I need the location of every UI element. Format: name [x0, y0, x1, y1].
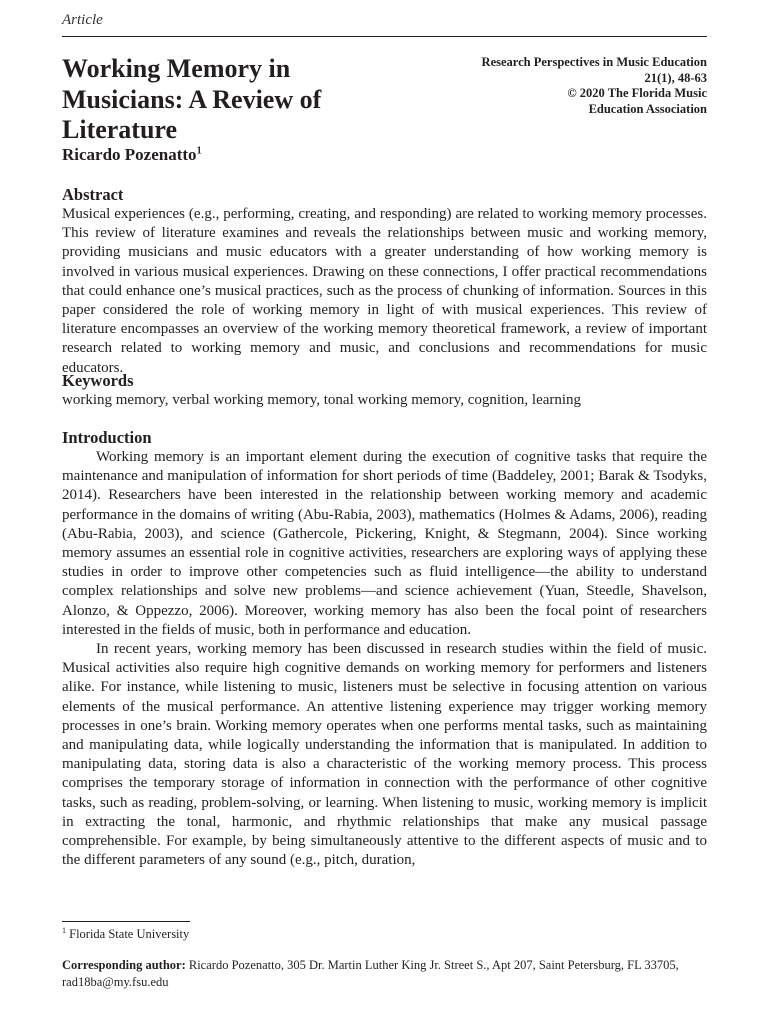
corresponding-label: Corresponding author:	[62, 958, 186, 972]
article-page	[62, 0, 707, 1024]
introduction-section	[62, 428, 707, 870]
footnote-mark: 1	[62, 926, 66, 935]
journal-copyright: © 2020 The Florida Music	[567, 86, 707, 100]
abstract-text: Musical experiences (e.g., performing, creating, and responding) are related to working memory processes. This review of literature examines and reveals the relationships between music and working memory, providing musicians and music educators with a greater understanding of how working memory is involved in various musical experiences. Drawing on these connections, I offer practical recommendations that could enhance one’s musical practices, such as the process of chunking of information. Sources in this paper considered the role of working memory in light of with musical experiences. This review of literature encompasses an overview of the working memory theoretical framework, a review of important research related to working memory and music, and conclusions and recommendations for music educators.	[62, 206, 707, 376]
introduction-heading: Introduction	[62, 428, 152, 447]
abstract-heading: Abstract	[62, 185, 124, 204]
introduction-paragraph: In recent years, working memory has been discussed in research studies within the field of music. Musical activities also require high cognitive demands on working memory for performers and listeners alike. For instance, while listening to music, listeners must be selective in focusing attention on various elements of the musical performance. An attentive listening experience may trigger working memory processes in one’s brain. Working memory operates when one performs mental tasks, such as maintaining and manipulating data, while logically understanding the information that is manipulated. In addition to manipulating data, storing data is also a characteristic of the working memory process. This process comprises the temporary storage of information in connection with the performance of other cognitive tasks, such as reading, problem-solving, or learning. When listening to music, working memory is implicit in extracting the tonal, harmonic, and rhythmic relationships that make any musical passage comprehensible. For example, by being simultaneously attentive to the different aspects of music and to the different parameters of any sound (e.g., pitch, duration,	[62, 641, 707, 869]
abstract-section	[62, 185, 707, 378]
journal-info	[417, 55, 707, 117]
footnote-rule	[62, 921, 190, 922]
author-footnote-mark: 1	[196, 145, 202, 157]
article-title: Working Memory in Musicians: A Review of Literature	[62, 54, 322, 144]
header-rule	[62, 36, 707, 37]
keywords-heading: Keywords	[62, 371, 134, 390]
corresponding-text: Ricardo Pozenatto, 305 Dr. Martin Luther King Jr. Street S., Apt 207, Saint Petersburg, FL 33705, rad18ba@my.fsu.edu	[62, 958, 679, 989]
footnote	[62, 926, 189, 942]
author-line	[62, 145, 202, 165]
keywords-text: working memory, verbal working memory, tonal working memory, cognition, learning	[62, 392, 582, 408]
journal-publisher: Education Association	[588, 101, 707, 116]
footnote-text: Florida State University	[69, 927, 190, 942]
introduction-paragraph: Working memory is an important element during the execution of cognitive tasks that require the maintenance and manipulation of information for short periods of time (Baddeley, 2001; Barak & Tsodyks, 2014). Researchers have been interested in the relationship between working memory and academic performance in the domains of writing (Abu-Rabia, 2003), mathematics (Holmes & Adams, 2006), reading (Abu-Rabia, 2003), and science (Gathercole, Pickering, Knight, & Stegmann, 2004). Since working memory assumes an essential role in cognitive activities, researchers are exploring ways of applying these studies in order to improve other competencies such as fluid intelligence—the ability to understand complex relationships and solve new problems—and science achievement (Yuan, Steedle, Shavelson, Alonzo, & Oppezzo, 2006). Moreover, working memory has also been the focal point of researchers interested in the fields of music, both in performance and education.	[62, 449, 707, 638]
author-name: Ricardo Pozenatto	[62, 145, 197, 164]
corresponding-author	[62, 957, 707, 991]
running-head: Article	[62, 12, 103, 28]
keywords-section	[62, 371, 707, 410]
journal-volume: 21(1), 48-63	[644, 70, 707, 85]
journal-name: Research Perspectives in Music Education	[481, 55, 707, 69]
